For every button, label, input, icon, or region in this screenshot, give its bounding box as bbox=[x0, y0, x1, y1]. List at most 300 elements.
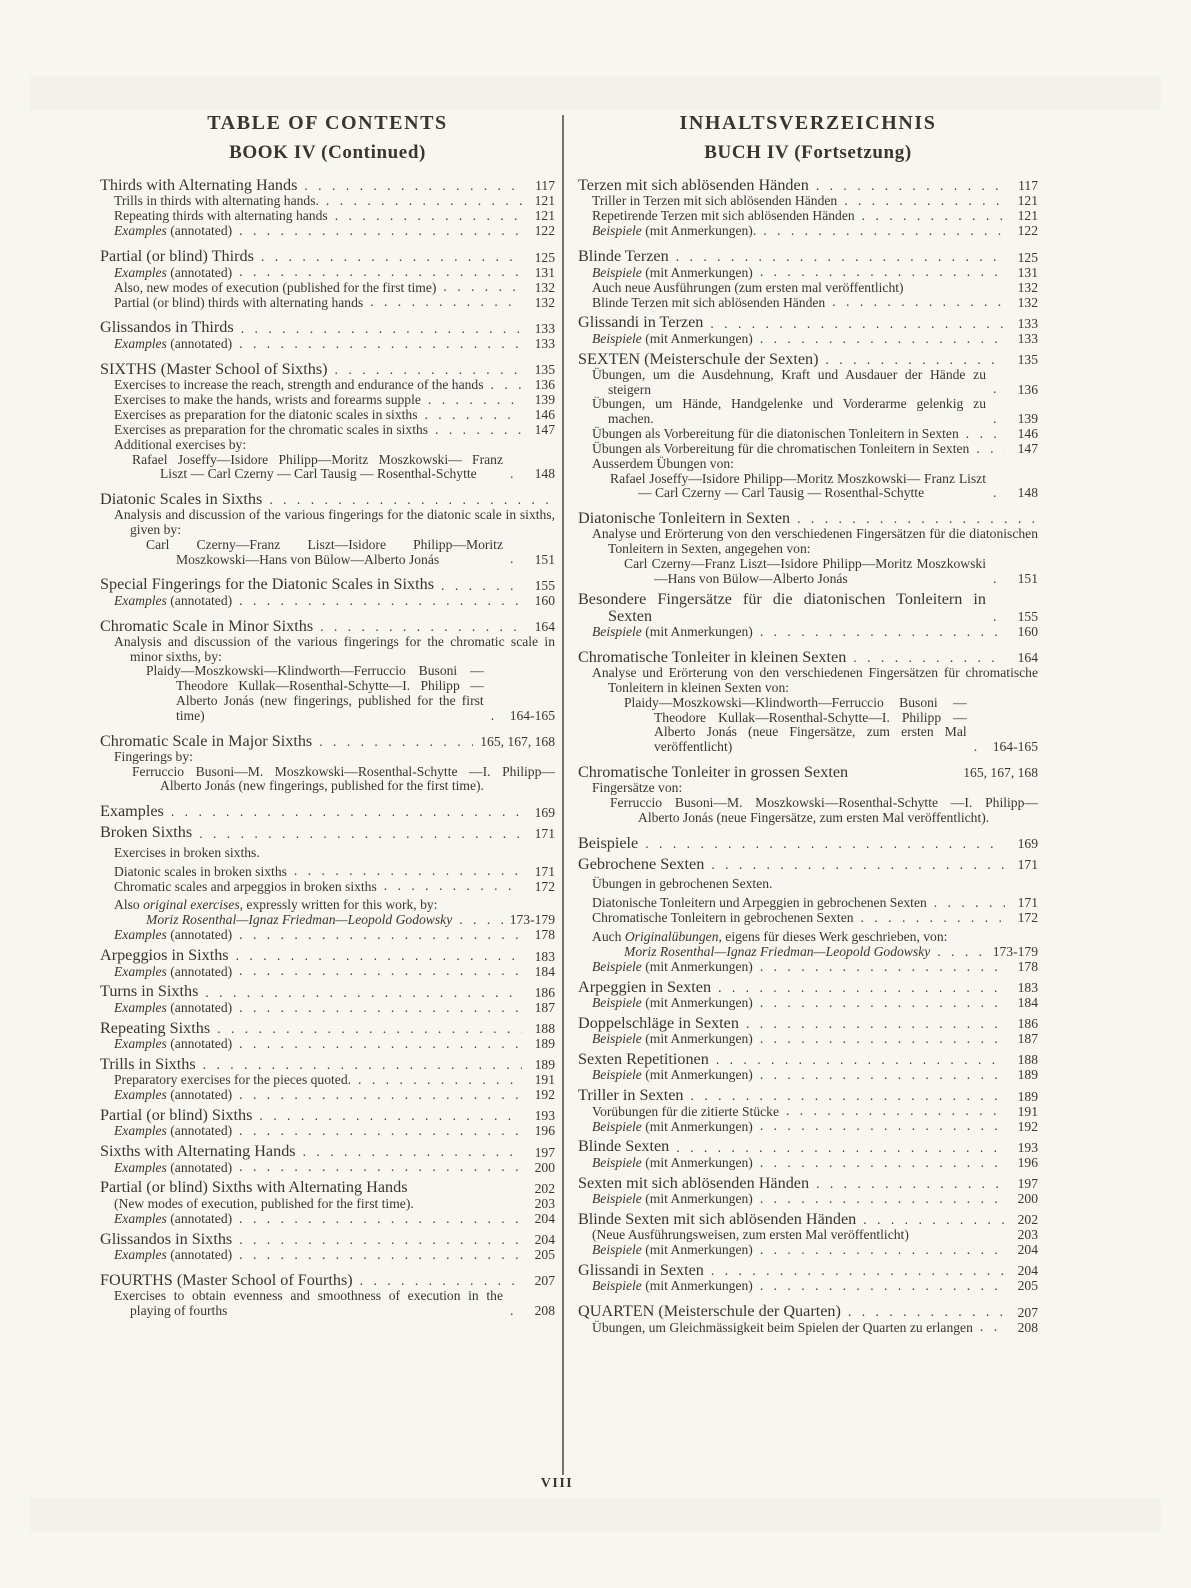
dot-leader bbox=[816, 1177, 1005, 1192]
dot-leader bbox=[993, 572, 1005, 587]
toc-entry bbox=[578, 427, 1038, 442]
dot-leader bbox=[428, 393, 522, 408]
page-number: 205 bbox=[534, 1247, 555, 1263]
toc-entry bbox=[578, 896, 1038, 911]
dot-leader bbox=[760, 332, 1005, 347]
dot-leader bbox=[239, 224, 522, 239]
entry-label: Partial (or blind) Sixths bbox=[100, 1106, 253, 1125]
entry-label: Examples (annotated) bbox=[114, 1159, 233, 1175]
entry-label: QUARTEN (Meisterschule der Quarten) bbox=[578, 1302, 841, 1321]
toc-entry bbox=[100, 1088, 555, 1103]
dot-leader bbox=[236, 949, 522, 964]
entry-label: SIXTHS (Master School of Sixths) bbox=[100, 359, 328, 378]
dot-leader bbox=[239, 337, 522, 352]
toc-entry bbox=[100, 1212, 555, 1227]
page-number: 151 bbox=[1017, 570, 1038, 586]
page-number: 202 bbox=[534, 1180, 555, 1196]
entry-label: Glissandi in Terzen bbox=[578, 313, 704, 332]
page-number: 173-179 bbox=[509, 912, 555, 928]
toc-entry bbox=[100, 618, 555, 635]
toc-entry bbox=[578, 781, 1038, 796]
toc-entry bbox=[578, 911, 1038, 926]
page-number: 205 bbox=[1017, 1278, 1038, 1294]
toc-entry bbox=[100, 319, 555, 336]
entry-label: Diatonic Scales in Sixths bbox=[100, 490, 263, 509]
entry-label: Blinde Terzen mit sich ablösenden Händen bbox=[592, 294, 826, 310]
entry-label: Also, new modes of execution (published for the first time) bbox=[114, 279, 437, 295]
dot-leader bbox=[217, 1022, 522, 1037]
page-number: 183 bbox=[1017, 980, 1038, 996]
toc-entry bbox=[578, 666, 1038, 696]
page-number: 191 bbox=[1017, 1103, 1038, 1119]
toc-entry bbox=[100, 913, 555, 928]
dot-leader bbox=[510, 552, 522, 567]
dot-leader bbox=[760, 1192, 1005, 1207]
dot-leader bbox=[441, 579, 522, 594]
entry-label: Vorübungen für die zitierte Stücke bbox=[592, 1103, 779, 1119]
entry-label: Übungen, um Gleichmässigkeit beim Spielen der Quarten zu erlangen bbox=[592, 1319, 973, 1335]
page-number: 155 bbox=[1017, 609, 1038, 625]
entry-label: Analyse und Erörterung von den verschiedenen Fingersätzen für die diatonischen Tonleitern in Sexten, angegehen von: bbox=[592, 526, 1038, 557]
page-number: 193 bbox=[1017, 1139, 1038, 1155]
toc-entry bbox=[100, 491, 555, 508]
page-number: 171 bbox=[1017, 857, 1038, 873]
toc-entry bbox=[100, 1037, 555, 1052]
dot-leader bbox=[863, 1213, 1005, 1228]
toc-entry bbox=[100, 1001, 555, 1016]
dot-leader bbox=[816, 179, 1005, 194]
toc-entry bbox=[578, 625, 1038, 640]
toc-entry bbox=[100, 209, 555, 224]
entry-label: Moriz Rosenthal—Ignaz Friedman—Leopold Godowsky bbox=[146, 912, 453, 928]
dot-leader bbox=[239, 594, 522, 609]
toc-entry bbox=[100, 408, 555, 423]
page-number: 133 bbox=[534, 335, 555, 351]
dot-leader bbox=[645, 837, 1005, 852]
dot-leader bbox=[711, 1264, 1005, 1279]
toc-entry bbox=[100, 1248, 555, 1263]
page-number: 135 bbox=[1017, 351, 1038, 367]
toc-entry bbox=[100, 879, 555, 894]
dot-leader bbox=[239, 964, 522, 979]
toc-entry bbox=[100, 864, 555, 879]
dot-leader bbox=[861, 911, 1005, 926]
entry-label: Chromatische Tonleiter in grossen Sexten bbox=[578, 763, 849, 782]
entry-label: Examples (annotated) bbox=[114, 1036, 233, 1052]
page-number: 202 bbox=[1017, 1212, 1038, 1228]
entry-label: Carl Czerny—Franz Liszt—Isidore Philipp—Moritz Moszkowski—Hans von Bülow—Alberto Jonás bbox=[624, 556, 986, 586]
page-number: 131 bbox=[534, 264, 555, 280]
toc-entry bbox=[578, 930, 1038, 945]
toc-entry bbox=[578, 1104, 1038, 1119]
toc-entry bbox=[578, 996, 1038, 1011]
toc-entry bbox=[578, 1068, 1038, 1083]
entry-label: Ferruccio Busoni—M. Moszkowski—Rosenthal-Schytte —I. Philipp—Alberto Jonás (new fingerings, published for the first time). bbox=[132, 763, 555, 794]
dot-leader bbox=[760, 1119, 1005, 1134]
toc-entry bbox=[100, 1124, 555, 1139]
toc-entry bbox=[578, 796, 1038, 826]
page-number: 189 bbox=[534, 1057, 555, 1073]
toc-entry bbox=[578, 332, 1038, 347]
toc-entry bbox=[578, 224, 1038, 239]
entry-label: (New modes of execution, published for the first time). bbox=[114, 1195, 414, 1211]
page-number: 146 bbox=[1017, 426, 1038, 442]
page-number: 184 bbox=[1017, 995, 1038, 1011]
page-number: 189 bbox=[1017, 1067, 1038, 1083]
dot-leader bbox=[993, 610, 1005, 625]
dot-leader bbox=[320, 620, 522, 635]
page-number: 169 bbox=[534, 804, 555, 820]
entry-label: Beispiele (mit Anmerkungen) bbox=[592, 1191, 753, 1207]
toc-entry bbox=[100, 824, 555, 841]
page-number: 139 bbox=[1017, 411, 1038, 427]
dot-leader bbox=[980, 1320, 1005, 1335]
dot-leader bbox=[676, 1141, 1005, 1156]
dot-leader bbox=[239, 1248, 522, 1263]
page-number: 197 bbox=[1017, 1176, 1038, 1192]
page-number: 172 bbox=[1017, 910, 1038, 926]
page-number: 147 bbox=[534, 421, 555, 437]
page-number: 136 bbox=[534, 376, 555, 392]
entry-label: Beispiele (mit Anmerkungen) bbox=[592, 1242, 753, 1258]
dot-leader bbox=[239, 1088, 522, 1103]
entry-label: Gebrochene Sexten bbox=[578, 854, 705, 873]
page-number: 203 bbox=[1017, 1227, 1038, 1243]
toc-entry bbox=[100, 295, 555, 310]
entry-label: Ausserdem Übungen von: bbox=[592, 455, 734, 471]
page-number: 121 bbox=[1017, 208, 1038, 224]
entry-label: Beispiele bbox=[578, 833, 639, 852]
page-number: 203 bbox=[534, 1195, 555, 1211]
dot-leader bbox=[370, 295, 522, 310]
toc-entry bbox=[578, 1087, 1038, 1104]
toc-entry bbox=[578, 960, 1038, 975]
page-number: 169 bbox=[1017, 836, 1038, 852]
entry-label: Ferruccio Busoni—M. Moszkowski—Rosenthal-Schytte —I. Philipp—Alberto Jonás (neue Fingersätze, zum ersten Mal veröffentlicht). bbox=[610, 795, 1038, 825]
scan-artifact-band bbox=[30, 1498, 1161, 1532]
dot-leader bbox=[303, 1145, 522, 1160]
entry-label: Fingerings by: bbox=[114, 748, 193, 764]
dot-leader bbox=[510, 1304, 522, 1319]
dot-leader bbox=[205, 986, 522, 1001]
entry-label: Examples (annotated) bbox=[114, 927, 233, 943]
toc-entry bbox=[578, 248, 1038, 265]
entry-label: Chromatische Tonleiter in kleinen Sexten bbox=[578, 648, 847, 667]
dot-leader bbox=[360, 1274, 522, 1289]
dot-leader bbox=[786, 1104, 1005, 1119]
page-number: 117 bbox=[1018, 178, 1038, 194]
page-number: 192 bbox=[1017, 1118, 1038, 1134]
entry-label: Chromatische Tonleitern in gebrochenen Sexten bbox=[592, 910, 854, 926]
entry-label: Analyse und Erörterung von den verschiedenen Fingersätzen für chromatische Tonleitern in kleinen Sexten von: bbox=[592, 665, 1038, 696]
dot-leader bbox=[760, 1032, 1005, 1047]
dot-leader bbox=[435, 423, 522, 438]
entry-label: Beispiele (mit Anmerkungen) bbox=[592, 958, 753, 974]
page-number: 146 bbox=[534, 406, 555, 422]
page-number: 133 bbox=[1017, 315, 1038, 331]
dot-leader bbox=[760, 1279, 1005, 1294]
toc-entry bbox=[100, 265, 555, 280]
toc-entry bbox=[100, 337, 555, 352]
dot-leader bbox=[976, 442, 1005, 457]
entry-label: Auch Originalübungen, eigens für dieses Werk geschrieben, von: bbox=[592, 928, 948, 944]
page-number: 148 bbox=[1017, 485, 1038, 501]
dot-leader bbox=[239, 1233, 522, 1248]
page-number: 147 bbox=[1017, 441, 1038, 457]
dot-leader bbox=[993, 412, 1005, 427]
toc-entry bbox=[100, 1179, 555, 1196]
page-number: 178 bbox=[1017, 958, 1038, 974]
entry-label: Beispiele (mit Anmerkungen) bbox=[592, 1067, 753, 1083]
entry-label: Chromatic Scale in Minor Sixths bbox=[100, 616, 314, 635]
page-number: 125 bbox=[534, 249, 555, 265]
page-number: 189 bbox=[1017, 1088, 1038, 1104]
toc-entry bbox=[100, 393, 555, 408]
entry-label: Übungen, um die Ausdehnung, Kraft und Ausdauer der Hände zu steigern bbox=[592, 366, 986, 397]
entry-label: Examples (annotated) bbox=[114, 592, 233, 608]
dot-leader bbox=[848, 1305, 1005, 1320]
page-number: 135 bbox=[534, 361, 555, 377]
toc-entry bbox=[578, 314, 1038, 331]
toc-entry bbox=[100, 750, 555, 765]
dot-leader bbox=[974, 740, 986, 755]
page-number: 204 bbox=[1017, 1242, 1038, 1258]
toc-entry bbox=[578, 472, 1038, 502]
dot-leader bbox=[239, 265, 522, 280]
page-number: 186 bbox=[534, 984, 555, 1000]
dot-leader bbox=[760, 996, 1005, 1011]
toc-entry bbox=[100, 594, 555, 609]
entry-label: Exercises to make the hands, wrists and forearms supple bbox=[114, 391, 421, 407]
page-number: 121 bbox=[534, 208, 555, 224]
toc-entry bbox=[578, 1192, 1038, 1207]
german-column-subtitle: BUCH IV (Fortsetzung) bbox=[704, 142, 912, 163]
entry-label: Examples (annotated) bbox=[114, 264, 233, 280]
entry-label: Beispiele (mit Anmerkungen). bbox=[592, 223, 757, 239]
toc-entry bbox=[578, 527, 1038, 557]
entry-label: Beispiele (mit Anmerkungen) bbox=[592, 1031, 753, 1047]
toc-entry bbox=[578, 764, 1038, 781]
entry-label: Triller in Terzen mit sich ablösenden Händen bbox=[592, 193, 838, 209]
entry-label: Beispiele (mit Anmerkungen) bbox=[592, 995, 753, 1011]
page-number: 192 bbox=[534, 1087, 555, 1103]
toc-entry bbox=[100, 1107, 555, 1124]
page-number: 121 bbox=[1017, 193, 1038, 209]
dot-leader bbox=[415, 1182, 522, 1197]
page-number: 207 bbox=[1017, 1304, 1038, 1320]
dot-leader bbox=[491, 709, 503, 724]
page-number: 187 bbox=[1017, 1031, 1038, 1047]
page-number: 193 bbox=[534, 1108, 555, 1124]
dot-leader bbox=[676, 250, 1005, 265]
toc-entry bbox=[100, 803, 555, 820]
entry-label: Übungen, um Hände, Handgelenke und Vorderarme gelenkig zu machen. bbox=[592, 396, 986, 427]
page-number: 200 bbox=[1017, 1191, 1038, 1207]
page-number: 171 bbox=[1017, 895, 1038, 911]
page-number: 122 bbox=[1017, 223, 1038, 239]
toc-entry bbox=[100, 928, 555, 943]
dot-leader bbox=[855, 766, 956, 781]
dot-leader bbox=[199, 827, 522, 842]
toc-entry bbox=[100, 765, 555, 795]
toc-entry bbox=[578, 591, 1038, 625]
column-divider-rule bbox=[562, 115, 564, 1475]
dot-leader bbox=[691, 1089, 1005, 1104]
entry-label: Partial (or blind) Sixths with Alternating Hands bbox=[100, 1178, 408, 1197]
entry-label: Examples (annotated) bbox=[114, 1247, 233, 1263]
dot-leader bbox=[826, 353, 1006, 368]
toc-entry bbox=[100, 1289, 555, 1319]
toc-entry bbox=[100, 508, 555, 538]
dot-leader bbox=[760, 1068, 1005, 1083]
dot-leader bbox=[319, 735, 473, 750]
page-number: 132 bbox=[1017, 294, 1038, 310]
entry-label: Diatonische Tonleitern in Sexten bbox=[578, 509, 791, 528]
page-number: 196 bbox=[1017, 1154, 1038, 1170]
entry-label: Sexten Repetitionen bbox=[578, 1050, 709, 1069]
entry-label: Plaidy—Moszkowski—Klindworth—Ferruccio Busoni —Theodore Kullak—Rosenthal-Schytte—I. Philipp —Alberto Jonás (new fingerings, published for the first time) bbox=[146, 663, 484, 723]
entry-label: Beispiele (mit Anmerkungen) bbox=[592, 1278, 753, 1294]
page-number: 197 bbox=[534, 1144, 555, 1160]
entry-label: Trills in thirds with alternating hands. bbox=[114, 193, 319, 209]
entry-label: Exercises in broken sixths. bbox=[114, 844, 260, 860]
dot-leader bbox=[760, 960, 1005, 975]
entry-label: SEXTEN (Meisterschule der Sexten) bbox=[578, 349, 819, 368]
toc-entry bbox=[578, 265, 1038, 280]
page-number: 165, 167, 168 bbox=[963, 765, 1038, 781]
page-number: 164 bbox=[1017, 650, 1038, 666]
toc-entry bbox=[100, 733, 555, 750]
dot-leader bbox=[261, 250, 522, 265]
toc-entry bbox=[100, 846, 555, 861]
toc-entry bbox=[578, 280, 1038, 295]
entry-label: Preparatory exercises for the pieces quoted. bbox=[114, 1072, 352, 1088]
toc-entry bbox=[578, 397, 1038, 427]
page-number: 121 bbox=[534, 193, 555, 209]
entry-label: Glissandi in Sexten bbox=[578, 1261, 704, 1280]
entry-label: Doppelschläge in Sexten bbox=[578, 1013, 739, 1032]
toc-entry bbox=[100, 423, 555, 438]
toc-entry bbox=[578, 1228, 1038, 1243]
entry-label: Chromatic scales and arpeggios in broken sixths bbox=[114, 878, 377, 894]
page-number: 164 bbox=[534, 619, 555, 635]
dot-leader bbox=[239, 1160, 522, 1175]
toc-entry bbox=[578, 1138, 1038, 1155]
dot-leader bbox=[966, 427, 1005, 442]
page-number: 164-165 bbox=[992, 739, 1038, 755]
page-number: 208 bbox=[534, 1302, 555, 1318]
toc-entry bbox=[578, 649, 1038, 666]
dot-leader bbox=[425, 408, 523, 423]
dot-leader bbox=[269, 493, 551, 508]
entry-label: Terzen mit sich ablösenden Händen bbox=[578, 175, 809, 194]
toc-entry bbox=[578, 557, 1038, 587]
toc-entry bbox=[578, 1262, 1038, 1279]
dot-leader bbox=[294, 864, 522, 879]
toc-entry bbox=[100, 1056, 555, 1073]
toc-entry bbox=[578, 351, 1038, 368]
dot-leader bbox=[384, 879, 522, 894]
entry-label: Übungen als Vorbereitung für die chromatischen Tonleitern in Sexten bbox=[592, 441, 970, 457]
page-number: 191 bbox=[534, 1072, 555, 1088]
dot-leader bbox=[853, 651, 1005, 666]
entry-label: Examples bbox=[100, 802, 164, 821]
toc-entries bbox=[578, 177, 1038, 1336]
page-number: 188 bbox=[1017, 1052, 1038, 1068]
entry-label: Beispiele (mit Anmerkungen) bbox=[592, 1154, 753, 1170]
dot-leader bbox=[760, 1156, 1005, 1171]
toc-entry bbox=[100, 947, 555, 964]
dot-leader bbox=[510, 467, 522, 482]
toc-entry bbox=[578, 1156, 1038, 1171]
entry-label: Arpeggien in Sexten bbox=[578, 977, 712, 996]
entry-label: Beispiele (mit Anmerkungen) bbox=[592, 624, 753, 640]
toc-entry bbox=[578, 194, 1038, 209]
dot-leader bbox=[916, 1228, 1005, 1243]
toc-entry bbox=[100, 635, 555, 665]
entry-label: Chromatic Scale in Major Sixths bbox=[100, 731, 313, 750]
toc-entry bbox=[100, 1272, 555, 1289]
page-number: 208 bbox=[1017, 1319, 1038, 1335]
toc-entry bbox=[578, 1211, 1038, 1228]
toc-entry bbox=[100, 248, 555, 265]
toc-entry bbox=[578, 856, 1038, 873]
entry-label: Broken Sixths bbox=[100, 823, 193, 842]
page-number: 133 bbox=[534, 320, 555, 336]
dot-leader bbox=[716, 1053, 1005, 1068]
dot-leader bbox=[911, 280, 1005, 295]
dot-leader bbox=[993, 486, 1005, 501]
toc-entry bbox=[100, 1160, 555, 1175]
toc-entry bbox=[578, 510, 1038, 527]
entry-label: Blinde Terzen bbox=[578, 247, 669, 266]
entry-label: Beispiele (mit Anmerkungen) bbox=[592, 1118, 753, 1134]
entry-label: Diatonic scales in broken sixths bbox=[114, 863, 287, 879]
page-number: 171 bbox=[534, 825, 555, 841]
dot-leader bbox=[326, 194, 522, 209]
page-number: 173-179 bbox=[992, 943, 1038, 959]
page-number: 133 bbox=[1017, 330, 1038, 346]
dot-leader bbox=[239, 1001, 522, 1016]
page-number: 188 bbox=[534, 1021, 555, 1037]
entry-label: Sexten mit sich ablösenden Händen bbox=[578, 1173, 810, 1192]
dot-leader bbox=[304, 179, 522, 194]
dot-leader bbox=[335, 209, 522, 224]
toc-entry bbox=[100, 538, 555, 568]
toc-entry bbox=[578, 457, 1038, 472]
toc-entry bbox=[578, 696, 1038, 755]
toc-entry bbox=[578, 177, 1038, 194]
entry-label: Rafael Joseffy—Isidore Philipp—Moritz Moszkowski— Franz Liszt — Carl Czerny — Carl Tausig — Rosenthal-Schytte bbox=[132, 451, 503, 482]
dot-leader bbox=[711, 858, 1005, 873]
page-number: 204 bbox=[534, 1232, 555, 1248]
dot-leader bbox=[760, 265, 1005, 280]
toc-entry bbox=[578, 1119, 1038, 1134]
entry-label: Fingersätze von: bbox=[592, 780, 683, 796]
page-number: 204 bbox=[1017, 1263, 1038, 1279]
page-number: 160 bbox=[1017, 624, 1038, 640]
page-number: 189 bbox=[534, 1036, 555, 1052]
entry-label: Examples (annotated) bbox=[114, 1210, 233, 1226]
entry-label: Exercises as preparation for the chromatic scales in sixths bbox=[114, 421, 429, 437]
entry-label: Thirds with Alternating Hands bbox=[100, 175, 298, 194]
toc-entry bbox=[100, 224, 555, 239]
entry-label: Trills in Sixths bbox=[100, 1054, 196, 1073]
entry-label: Diatonische Tonleitern und Arpeggien in gebrochenen Sexten bbox=[592, 895, 927, 911]
toc-entry bbox=[578, 295, 1038, 310]
toc-entry bbox=[100, 378, 555, 393]
entry-label: Blinde Sexten bbox=[578, 1137, 670, 1156]
